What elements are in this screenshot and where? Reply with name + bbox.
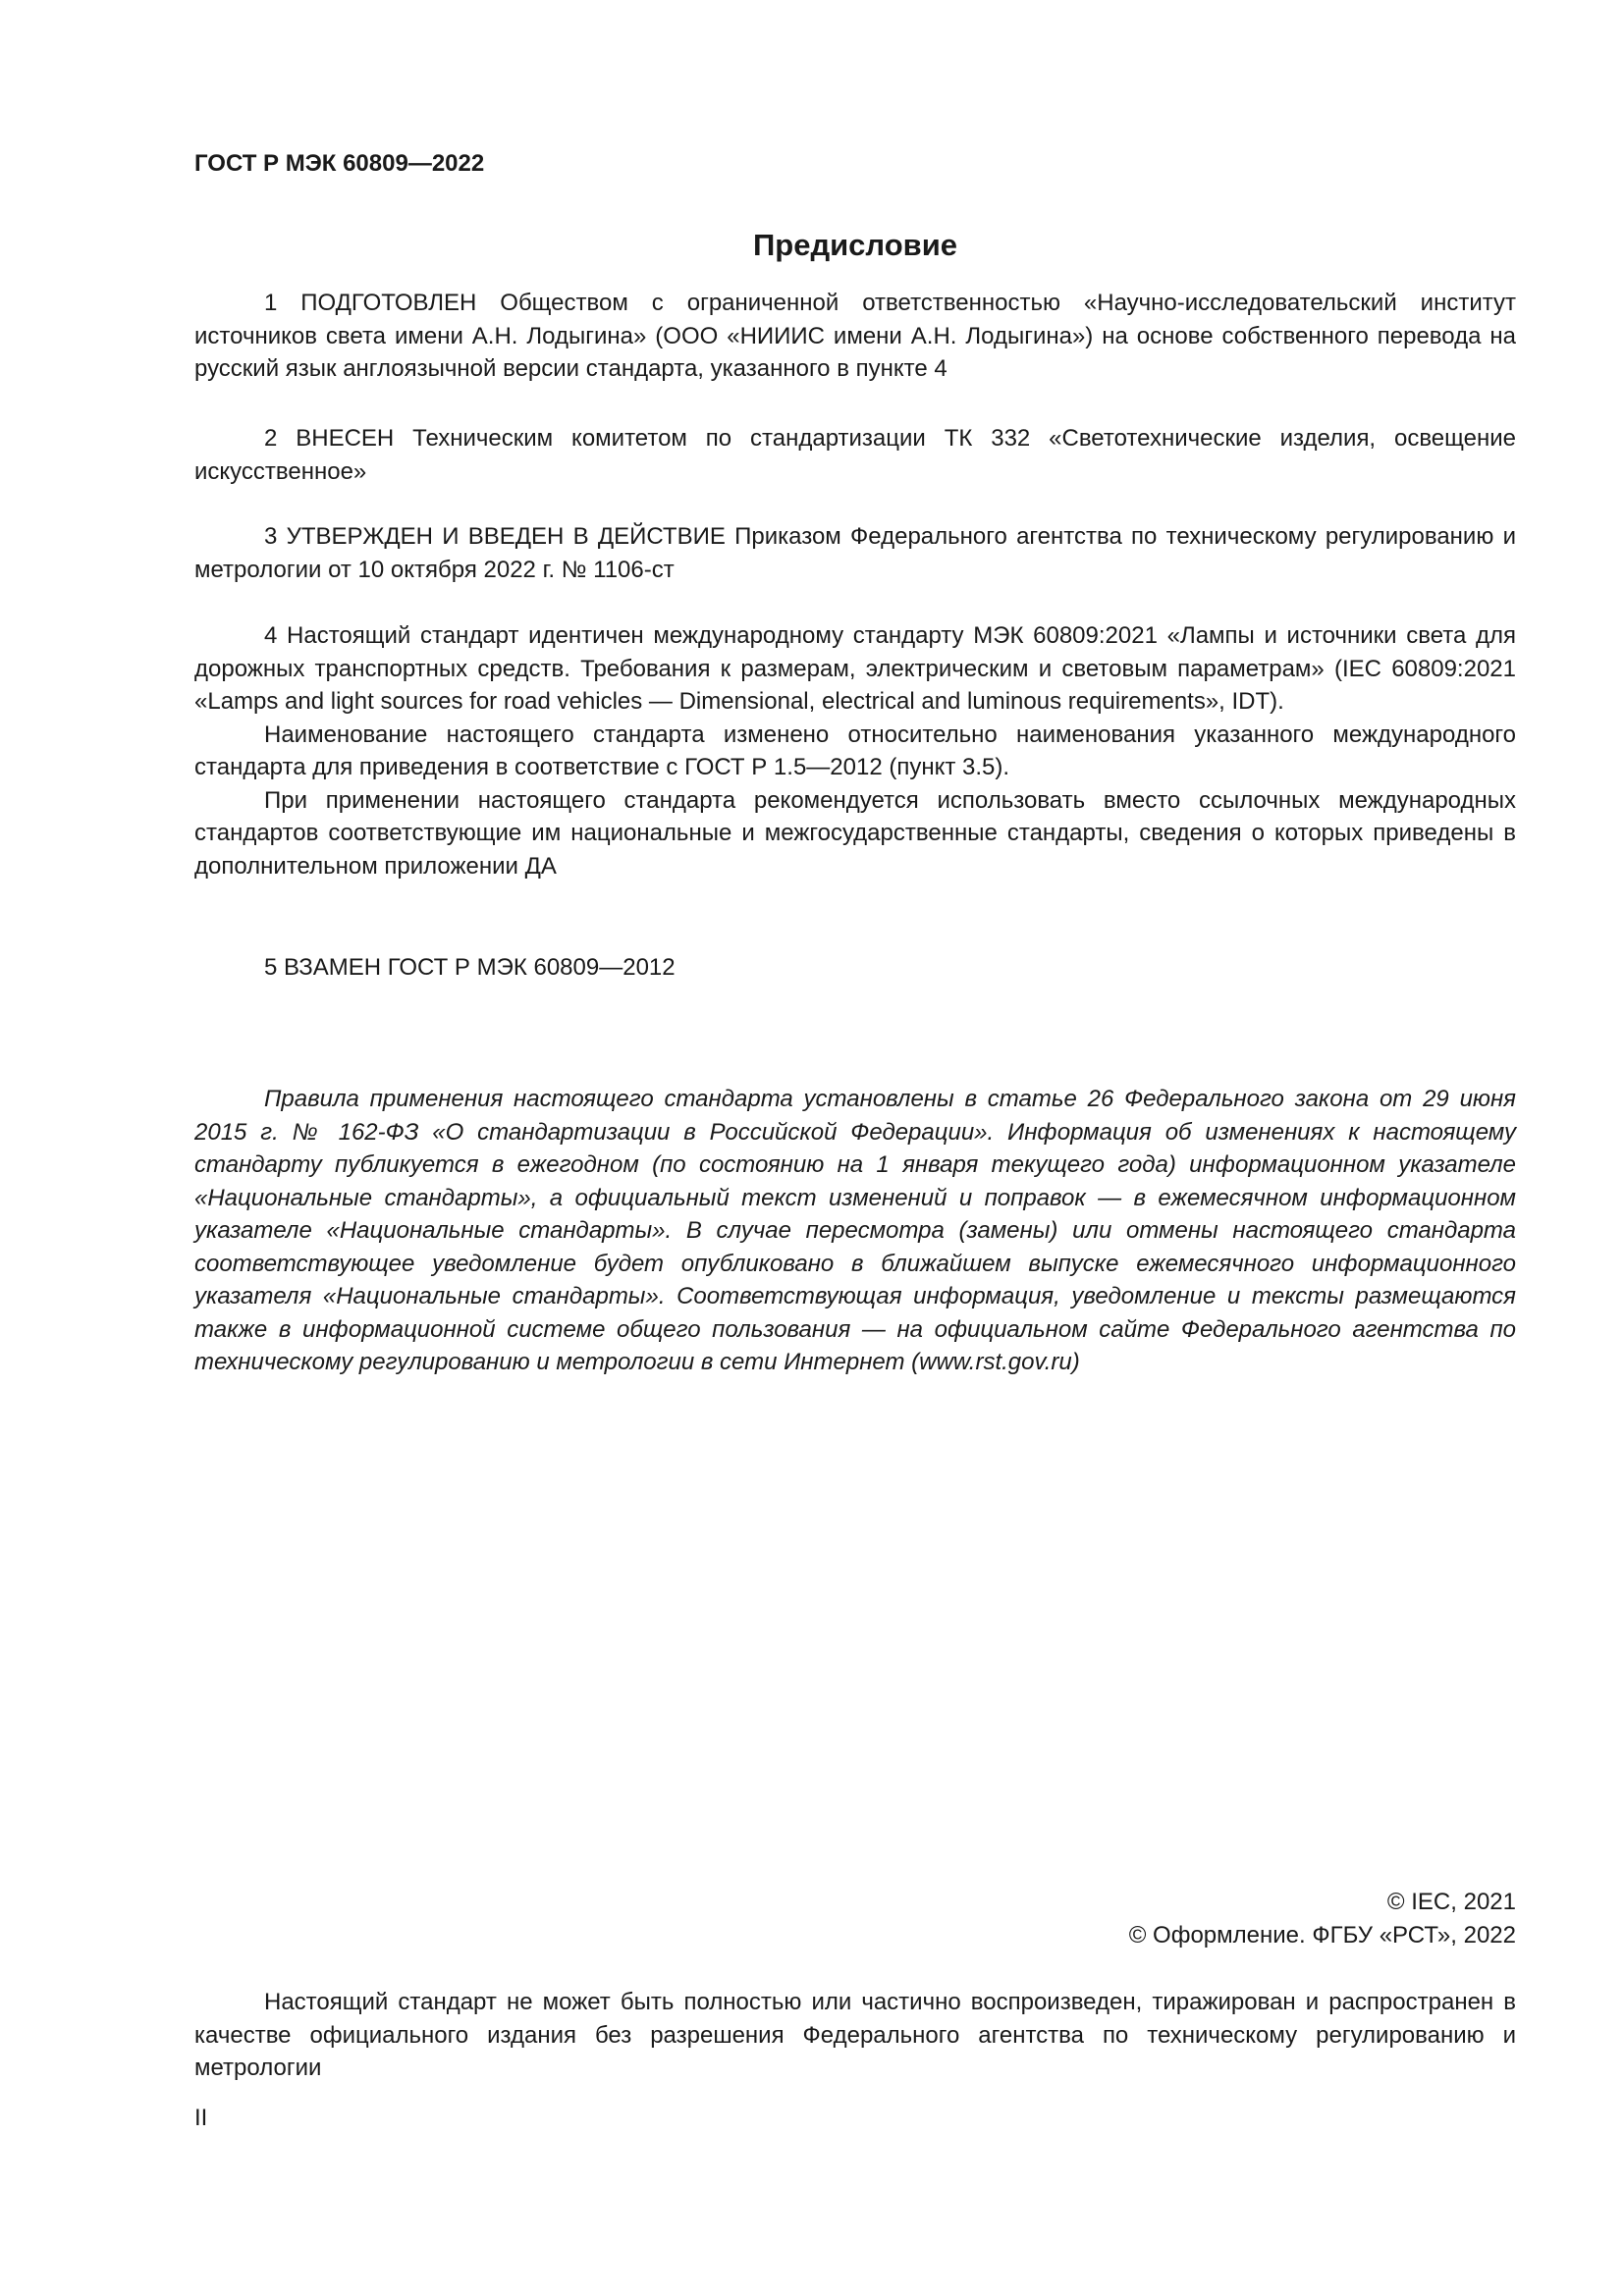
copyright-iec: © IEC, 2021	[1386, 1889, 1516, 1915]
preface-item-1	[194, 287, 1516, 386]
rules-notice-text: Правила применения настоящего стандарта установлены в статье 26 Федерального закона от 29 июня 2015 г. № 162-ФЗ «О стандартизации в Российской Федерации». Информация об изменениях к настоящему стандарту публикуется в ежегодном (по состоянию на 1 января текущего года) информационном указателе «Национальные стандарты», а официальный текст изменений и поправок — в ежемесячном информационном указателе «Национальные стандарты». В случае пересмотра (замены) или отмены настоящего стандарта соответствующее уведомление будет опубликовано в ближайшем выпуске ежемесячного информационного указателя «Национальные стандарты». Соответствующая информация, уведомление и тексты размещаются также в информационной системе общего пользования — на официальном сайте Федерального агентства по техническому регулированию и метрологии в сети Интернет (www.rst.gov.ru)	[194, 1086, 1516, 1375]
reproduction-notice-text: Настоящий стандарт не может быть полностью или частично воспроизведен, тиражирован и распространен в качестве официального издания без разрешения Федерального агентства по техническому регулированию и метрологии	[194, 1989, 1516, 2081]
preface-item-4-paragraph-3: При применении настоящего стандарта рекомендуется использовать вместо ссылочных международных стандартов соответствующие им национальные и межгосударственные стандарты, сведения о которых приведены в дополнительном приложении ДА	[194, 786, 1516, 880]
rules-notice	[194, 1083, 1516, 1379]
preface-item-3	[194, 520, 1516, 586]
preface-item-2-text: 2 ВНЕСЕН Техническим комитетом по стандартизации ТК 332 «Светотехнические изделия, освещение искусственное»	[194, 425, 1516, 485]
preface-item-2	[194, 422, 1516, 488]
preface-item-4-paragraph-1: 4 Настоящий стандарт идентичен международному стандарту МЭК 60809:2021 «Лампы и источники света для дорожных транспортных средств. Требования к размерам, электрическим и световым параметрам» (IEC 60809:2021 «Lamps and light sources for road vehicles — Dimensional, electrical and luminous requirements», IDT).	[194, 622, 1516, 715]
reproduction-notice	[194, 1986, 1516, 2085]
preface-item-1-text: 1 ПОДГОТОВЛЕН Обществом с ограниченной ответственностью «Научно-исследовательский институт источников света имени А.Н. Лодыгина» (ООО «НИИИС имени А.Н. Лодыгина») на основе собственного перевода на русский язык англоязычной версии стандарта, указанного в пункте 4	[194, 290, 1516, 382]
page-title: Предисловие	[752, 228, 957, 262]
page-number: II	[194, 2105, 208, 2131]
preface-item-4	[194, 619, 1516, 882]
copyright-rst: © Оформление. ФГБУ «РСТ», 2022	[1128, 1922, 1516, 1949]
preface-item-5	[194, 951, 1516, 985]
preface-item-4-paragraph-2: Наименование настоящего стандарта изменено относительно наименования указанного международного стандарта для приведения в соответствие с ГОСТ Р 1.5—2012 (пункт 3.5).	[194, 721, 1516, 780]
document-code: ГОСТ Р МЭК 60809—2022	[194, 150, 485, 177]
preface-item-5-text: 5 ВЗАМЕН ГОСТ Р МЭК 60809—2012	[264, 954, 676, 981]
preface-item-3-text: 3 УТВЕРЖДЕН И ВВЕДЕН В ДЕЙСТВИЕ Приказом Федерального агентства по техническому регулированию и метрологии от 10 октября 2022 г. № 1106-ст	[194, 523, 1516, 583]
copyright-block	[194, 1886, 1516, 1952]
